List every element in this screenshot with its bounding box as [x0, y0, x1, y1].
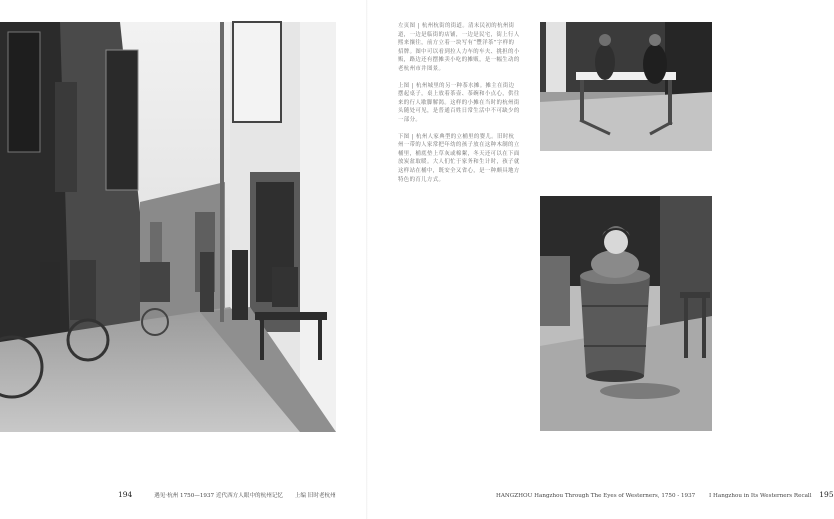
- running-title: HANGZHOU Hangzhou Through The Eyes of Westerners, 1750 - 1937: [496, 493, 696, 499]
- chapter-title: 上编 旧时老杭州: [294, 493, 336, 499]
- page-number: 195: [819, 490, 834, 499]
- child-in-barrel-photo: [540, 196, 712, 431]
- caption-paragraph: 下图 | 杭州人家典型的立桶里的婴儿。旧时杭州一带的人家常把年幼的孩子放在这种木制的立桶里，桶底垫上草灰或棉絮，冬天还可以在下面放炭盆取暖。大人们忙于家务和生计时，孩子就这样站在桶中，既安全又省心，是一种颇具地方特色的育儿方式。: [398, 133, 520, 183]
- book-gutter: [366, 0, 368, 519]
- caption-paragraph: 左页图 | 杭州杭街的街道。清末民初的杭州街道，一边是临街的店铺，一边是民宅，街上行人熙来攘往，前方立着一块写有“豐洋茶”字样的招牌。图中可以看到拉人力车的车夫、挑担的小贩，路边还有摆摊卖小吃的摊贩，是一幅生动的老杭州市井图景。: [398, 23, 520, 72]
- left-page-footer: [118, 490, 336, 499]
- page-number: 194: [118, 490, 133, 499]
- caption-paragraph: 上图 | 杭州城里的另一种茶水摊。摊主在街边摆起桌子，桌上放着茶壶、茶碗和小点心，供往来的行人歇脚解渴。这样的小摊在当时的杭州街头随处可见，是普通百姓日常生活中不可缺少的一部分。: [398, 82, 520, 123]
- running-title: 遇见·杭州 1750—1937 近代西方人眼中的杭州记忆: [154, 493, 284, 499]
- right-page-footer: [496, 490, 834, 499]
- tea-stall-photo: [540, 22, 712, 151]
- caption-column: [398, 22, 520, 192]
- street-scene-photo: [0, 22, 336, 432]
- chapter-title: I Hangzhou in Its Westerners Recall: [709, 493, 812, 499]
